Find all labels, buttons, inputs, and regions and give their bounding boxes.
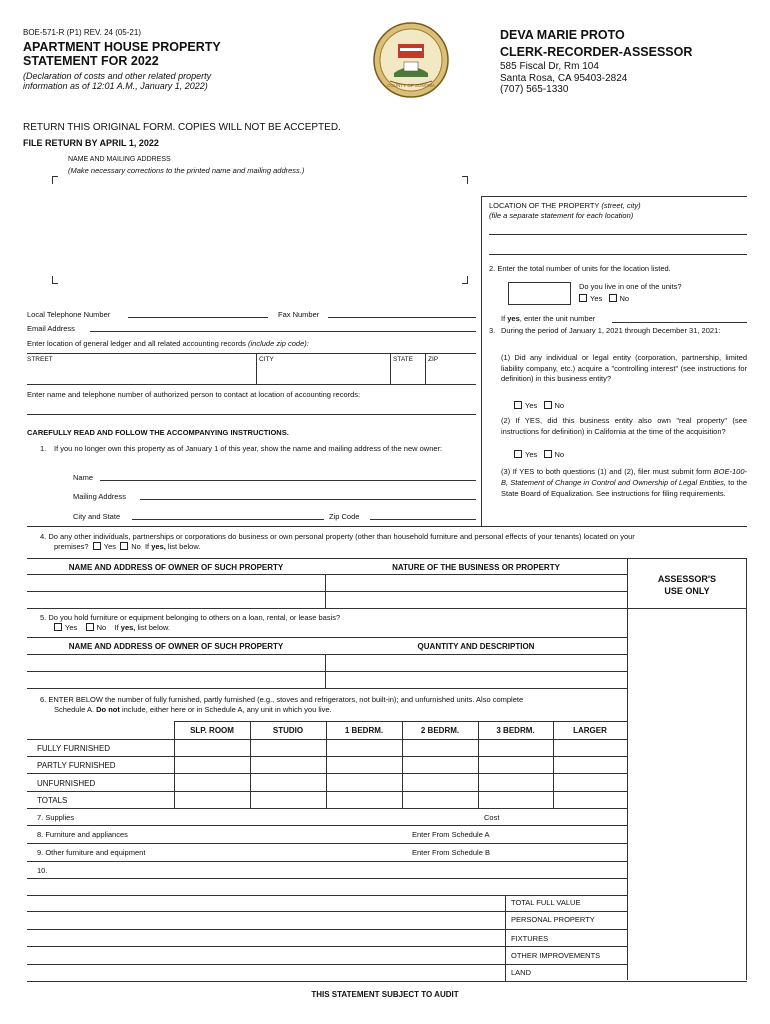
q4-yes-checkbox[interactable] (93, 542, 101, 550)
assessor-block: DEVA MARIE PROTO CLERK-RECORDER-ASSESSOR (500, 28, 693, 59)
q5-row-2[interactable] (27, 688, 627, 689)
units-row-rule-4 (27, 808, 627, 809)
item-9-field[interactable] (27, 861, 627, 862)
q1-heading: CAREFULLY READ AND FOLLOW THE ACCOMPANYING INSTRUCTIONS. (27, 428, 289, 437)
item-8-furniture: 8. Furniture and appliances (37, 830, 128, 839)
q1-text: If you no longer own this property as of January 1 of this year, show the name and mailing address of the new owner: (54, 444, 443, 453)
unit-number-label: If yes, enter the unit number (501, 314, 596, 323)
col-3-bedrm: 3 BEDRM. (496, 726, 535, 735)
q3-2-no-checkbox[interactable] (544, 450, 552, 458)
ledger-top-rule (27, 353, 476, 354)
q4-table-top (27, 558, 627, 559)
q5-options: Yes No If yes, list below. (54, 623, 170, 632)
q1-num: 1. (40, 444, 47, 453)
item-10-field[interactable] (27, 878, 627, 879)
total-full-value: TOTAL FULL VALUE (511, 898, 581, 907)
item-8-field[interactable] (27, 843, 627, 844)
units-row-rule-2 (27, 773, 627, 774)
new-owner-city-field[interactable] (132, 511, 324, 520)
blank-row-1[interactable] (27, 895, 627, 896)
q1-name-label: Name (73, 473, 94, 482)
assessor-top-rule (627, 558, 747, 559)
q3-part2: (2) If YES, did this business entity also own "real property" (see instructions for definition) in California at the time of the acquisition? (501, 416, 747, 436)
assessor-header-rule (627, 608, 747, 609)
q3-part1: (1) Did any individual or legal entity (corporation, partnership, limited liability company, etc.) acquire a "controlling interest" (see instructions for definition) in this business entity? (501, 353, 747, 383)
q3-intro: During the period of January 1, 2021 through December 31, 2021: (501, 326, 721, 335)
assessors-use-only: ASSESSOR'S USE ONLY (657, 574, 717, 596)
q4-row-1[interactable] (27, 591, 627, 592)
mailing-label: NAME AND MAILING ADDRESS (68, 156, 171, 163)
col-studio: STUDIO (272, 726, 304, 735)
totals-row-2[interactable] (27, 929, 627, 930)
q4-col1-header: NAME AND ADDRESS OF OWNER OF SUCH PROPERTY (68, 563, 284, 572)
q3-1-yes-checkbox[interactable] (514, 401, 522, 409)
state-label: STATE (393, 356, 413, 363)
item-9-schedule: Enter From Schedule B (412, 848, 490, 857)
location-label: LOCATION OF THE PROPERTY (street, city) (file a separate statement for each location) (489, 201, 641, 220)
units-row-rule-1 (27, 756, 627, 757)
mailing-corner-tr (462, 176, 468, 184)
q5-no-checkbox[interactable] (86, 623, 94, 631)
total-units-box[interactable] (508, 282, 571, 305)
item-7-field[interactable] (27, 825, 627, 826)
q4-text: 4. Do any other individuals, partnerships or corporations do business or own personal property (other than household furniture and personal effects of your tenants) located on your (40, 532, 635, 541)
totals-bottom-rule (27, 981, 747, 982)
file-return-notice: FILE RETURN BY APRIL 1, 2022 (23, 138, 159, 148)
q5-col2-header: QUANTITY AND DESCRIPTION (417, 642, 535, 651)
state-zip-divider (425, 353, 426, 384)
location-top-rule (481, 196, 747, 197)
street-city-divider (256, 353, 257, 384)
q4-row-2[interactable] (27, 608, 627, 609)
audit-footer: THIS STATEMENT SUBJECT TO AUDIT (311, 990, 459, 999)
q2-text: 2. Enter the total number of units for the location listed. (489, 264, 671, 273)
q3-part2-options: Yes No (514, 450, 564, 459)
q2-live-options: Yes No (579, 294, 629, 303)
new-owner-name-field[interactable] (100, 472, 476, 481)
q4-header-rule (27, 574, 627, 575)
svg-text:COUNTY OF SONOMA: COUNTY OF SONOMA (387, 83, 435, 88)
q6-text-1: 6. ENTER BELOW the number of fully furnished, partly furnished (e.g., stoves and refrigerators, not built-in); and unfurnished units. Also complete (40, 695, 524, 704)
totals-divider (505, 895, 506, 982)
units-table-top (174, 721, 627, 722)
units-row-rule-3 (27, 791, 627, 792)
ledger-label: Enter location of general ledger and all related accounting records (include zip code): (27, 339, 309, 348)
row-unfurnished: UNFURNISHED (37, 779, 96, 788)
assessor-column-divider (627, 558, 628, 980)
mailing-corner-bl (52, 276, 58, 284)
totals-row-4[interactable] (27, 964, 627, 965)
q5-header-rule (27, 654, 627, 655)
q6-text-2: Schedule A. Do not include, either here or in Schedule A, any unit in which you live. (54, 705, 332, 714)
col-1-bedrm: 1 BEDRM. (344, 726, 384, 735)
assessor-right-edge (746, 558, 747, 980)
q5-yes-checkbox[interactable] (54, 623, 62, 631)
mailing-note: (Make necessary corrections to the printed name and mailing address.) (68, 166, 305, 175)
mailing-address-area[interactable] (60, 186, 458, 272)
q2-live-question: Do you live in one of the units? (579, 282, 682, 291)
authorized-field[interactable] (27, 414, 476, 415)
q3-part3: (3) If YES to both questions (1) and (2), filer must submit form BOE-100-B, Statement of Change in Control and Ownership of Legal Entities, to the State Board of Equalization. See instructions for filing requirements. (501, 467, 747, 498)
authorized-label: Enter name and telephone number of authorized person to contact at location of accounting records: (27, 390, 361, 399)
row-totals: TOTALS (37, 796, 68, 805)
q5-row-1[interactable] (27, 671, 627, 672)
form-title: APARTMENT HOUSE PROPERTY STATEMENT FOR 2022 (23, 40, 221, 68)
mailing-corner-br (462, 276, 468, 284)
totals-row-3[interactable] (27, 946, 627, 947)
total-land: LAND (511, 968, 532, 977)
location-line-2[interactable] (489, 254, 747, 255)
q5-text: 5. Do you hold furniture or equipment belonging to others on a loan, rental, or lease basis? (40, 613, 341, 622)
phone-label: Local Telephone Number (27, 310, 111, 319)
q5-table-top (27, 637, 627, 638)
q4-options: premises? Yes No If yes, list below. (54, 542, 201, 551)
item-8-schedule: Enter From Schedule A (412, 830, 490, 839)
q3-2-yes-checkbox[interactable] (514, 450, 522, 458)
unit-number-field[interactable] (612, 314, 747, 323)
original-form-notice: RETURN THIS ORIGINAL FORM. COPIES WILL NOT BE ACCEPTED. (23, 122, 341, 133)
mailing-corner-tl (52, 176, 58, 184)
city-state-divider (390, 353, 391, 384)
q3-num: 3. (489, 326, 496, 335)
email-label: Email Address (27, 324, 75, 333)
phone-field[interactable] (128, 309, 268, 318)
q4-top-rule (27, 526, 747, 527)
location-line-1[interactable] (489, 234, 747, 235)
form-id: BOE-571-R (P1) REV. 24 (05-21) (23, 28, 141, 37)
item-9-other: 9. Other furniture and equipment (37, 848, 146, 857)
ledger-bottom-rule (27, 384, 476, 385)
q4-col2-header: NATURE OF THE BUSINESS OR PROPERTY (392, 563, 560, 572)
q1-city-label: City and State (73, 512, 121, 521)
total-fixtures: FIXTURES (511, 934, 549, 943)
item-10: 10. (37, 866, 48, 875)
new-owner-zip-field[interactable] (370, 511, 476, 520)
q1-mailing-label: Mailing Address (73, 492, 126, 501)
new-owner-mailing-field[interactable] (140, 491, 476, 500)
total-other-improvements: OTHER IMPROVEMENTS (511, 951, 601, 960)
fax-label: Fax Number (278, 310, 320, 319)
county-seal (372, 21, 450, 101)
city-label: CITY (259, 356, 274, 363)
col-slp-room: SLP. ROOM (190, 726, 234, 735)
row-fully-furnished: FULLY FURNISHED (37, 744, 111, 753)
row-partly-furnished: PARTLY FURNISHED (37, 761, 116, 770)
fax-field[interactable] (328, 309, 476, 318)
q3-1-no-checkbox[interactable] (544, 401, 552, 409)
live-no-checkbox[interactable] (609, 294, 617, 302)
email-field[interactable] (90, 323, 476, 332)
q3-part1-options: Yes No (514, 401, 564, 410)
zip-label: ZIP (428, 356, 439, 363)
units-header-rule (27, 739, 627, 740)
right-column-divider (481, 196, 482, 526)
form-subtitle: (Declaration of costs and other related property information as of 12:01 A.M., January 1, 2022) (23, 71, 212, 91)
item-7-cost: Cost (484, 813, 500, 822)
assessor-address: 585 Fiscal Dr, Rm 104 Santa Rosa, CA 95403-2824 (707) 565-1330 (500, 61, 628, 95)
q5-col1-header: NAME AND ADDRESS OF OWNER OF SUCH PROPERTY (68, 642, 284, 651)
col-larger: LARGER (573, 726, 607, 735)
live-yes-checkbox[interactable] (579, 294, 587, 302)
q4-no-checkbox[interactable] (120, 542, 128, 550)
col-2-bedrm: 2 BEDRM. (420, 726, 460, 735)
totals-row-1[interactable] (27, 911, 627, 912)
total-personal-property: PERSONAL PROPERTY (511, 915, 595, 924)
item-7-supplies: 7. Supplies (37, 813, 75, 822)
street-label: STREET (27, 356, 53, 363)
q1-zip-label: Zip Code (329, 512, 360, 521)
